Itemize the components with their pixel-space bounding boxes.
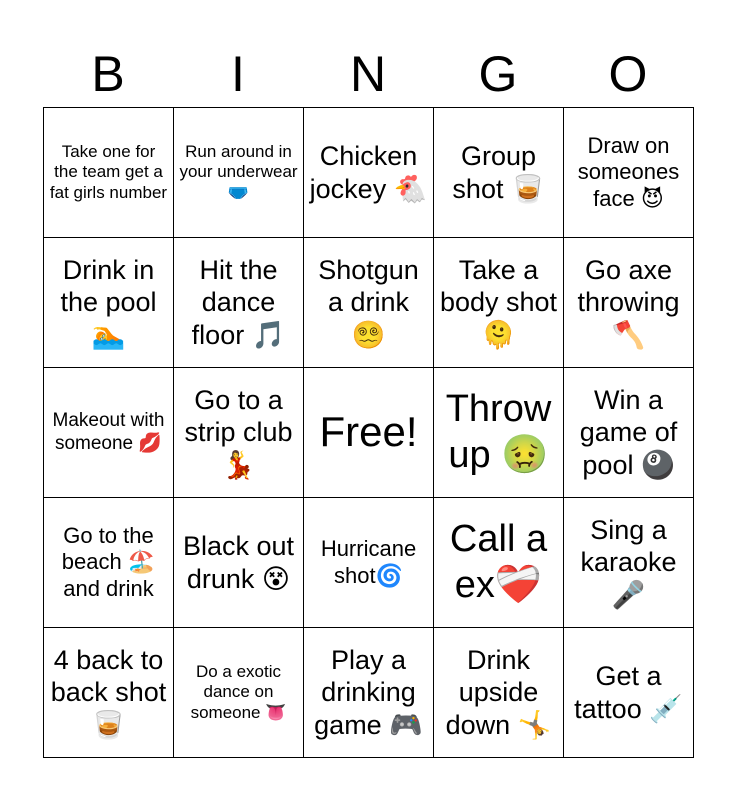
bingo-cell[interactable]: Play a drinking game 🎮	[304, 628, 434, 758]
board-row	[44, 368, 694, 498]
bingo-cell[interactable]: Chicken jockey 🐔	[304, 108, 434, 238]
bingo-cell[interactable]: Go to a strip club 💃	[174, 368, 304, 498]
bingo-cell[interactable]: Makeout with someone 💋	[44, 368, 174, 498]
bingo-cell[interactable]: Throw up 🤢	[434, 368, 564, 498]
bingo-cell[interactable]: Shotgun a drink 😵‍💫	[304, 238, 434, 368]
board-row	[44, 628, 694, 758]
bingo-cell[interactable]: Call a ex❤️‍🩹	[434, 498, 564, 628]
bingo-cell[interactable]: Drink in the pool 🏊	[44, 238, 174, 368]
board-row	[44, 108, 694, 238]
header-letter-o: O	[608, 46, 648, 102]
header-letter-g: G	[478, 46, 518, 102]
bingo-cell[interactable]: Take one for the team get a fat girls number	[44, 108, 174, 238]
bingo-cell[interactable]: Go axe throwing 🪓	[564, 238, 694, 368]
bingo-cell[interactable]: Sing a karaoke 🎤	[564, 498, 694, 628]
bingo-cell[interactable]: Do a exotic dance on someone 👅	[174, 628, 304, 758]
bingo-board	[43, 107, 694, 758]
bingo-cell[interactable]: Black out drunk 😵	[174, 498, 304, 628]
bingo-cell[interactable]: Win a game of pool 🎱	[564, 368, 694, 498]
board-row	[44, 498, 694, 628]
header-letter-b: B	[91, 46, 125, 102]
bingo-cell[interactable]: 4 back to back shot🥃	[44, 628, 174, 758]
bingo-cell[interactable]: Drink upside down 🤸	[434, 628, 564, 758]
board-row	[44, 238, 694, 368]
header-letter-n: N	[349, 46, 387, 102]
bingo-cell[interactable]: Hit the dance floor 🎵	[174, 238, 304, 368]
bingo-cell[interactable]: Hurricane shot🌀	[304, 498, 434, 628]
bingo-cell[interactable]: Go to the beach 🏖️ and drink	[44, 498, 174, 628]
bingo-cell[interactable]: Get a tattoo 💉	[564, 628, 694, 758]
bingo-cell[interactable]: Take a body shot 🫠	[434, 238, 564, 368]
bingo-cell[interactable]: Group shot 🥃	[434, 108, 564, 238]
bingo-header	[43, 40, 693, 108]
free-space-cell[interactable]: Free!	[304, 368, 434, 498]
bingo-cell[interactable]: Run around in your underwear 🩲	[174, 108, 304, 238]
bingo-cell[interactable]: Draw on someones face 😈	[564, 108, 694, 238]
header-letter-i: I	[231, 46, 245, 102]
